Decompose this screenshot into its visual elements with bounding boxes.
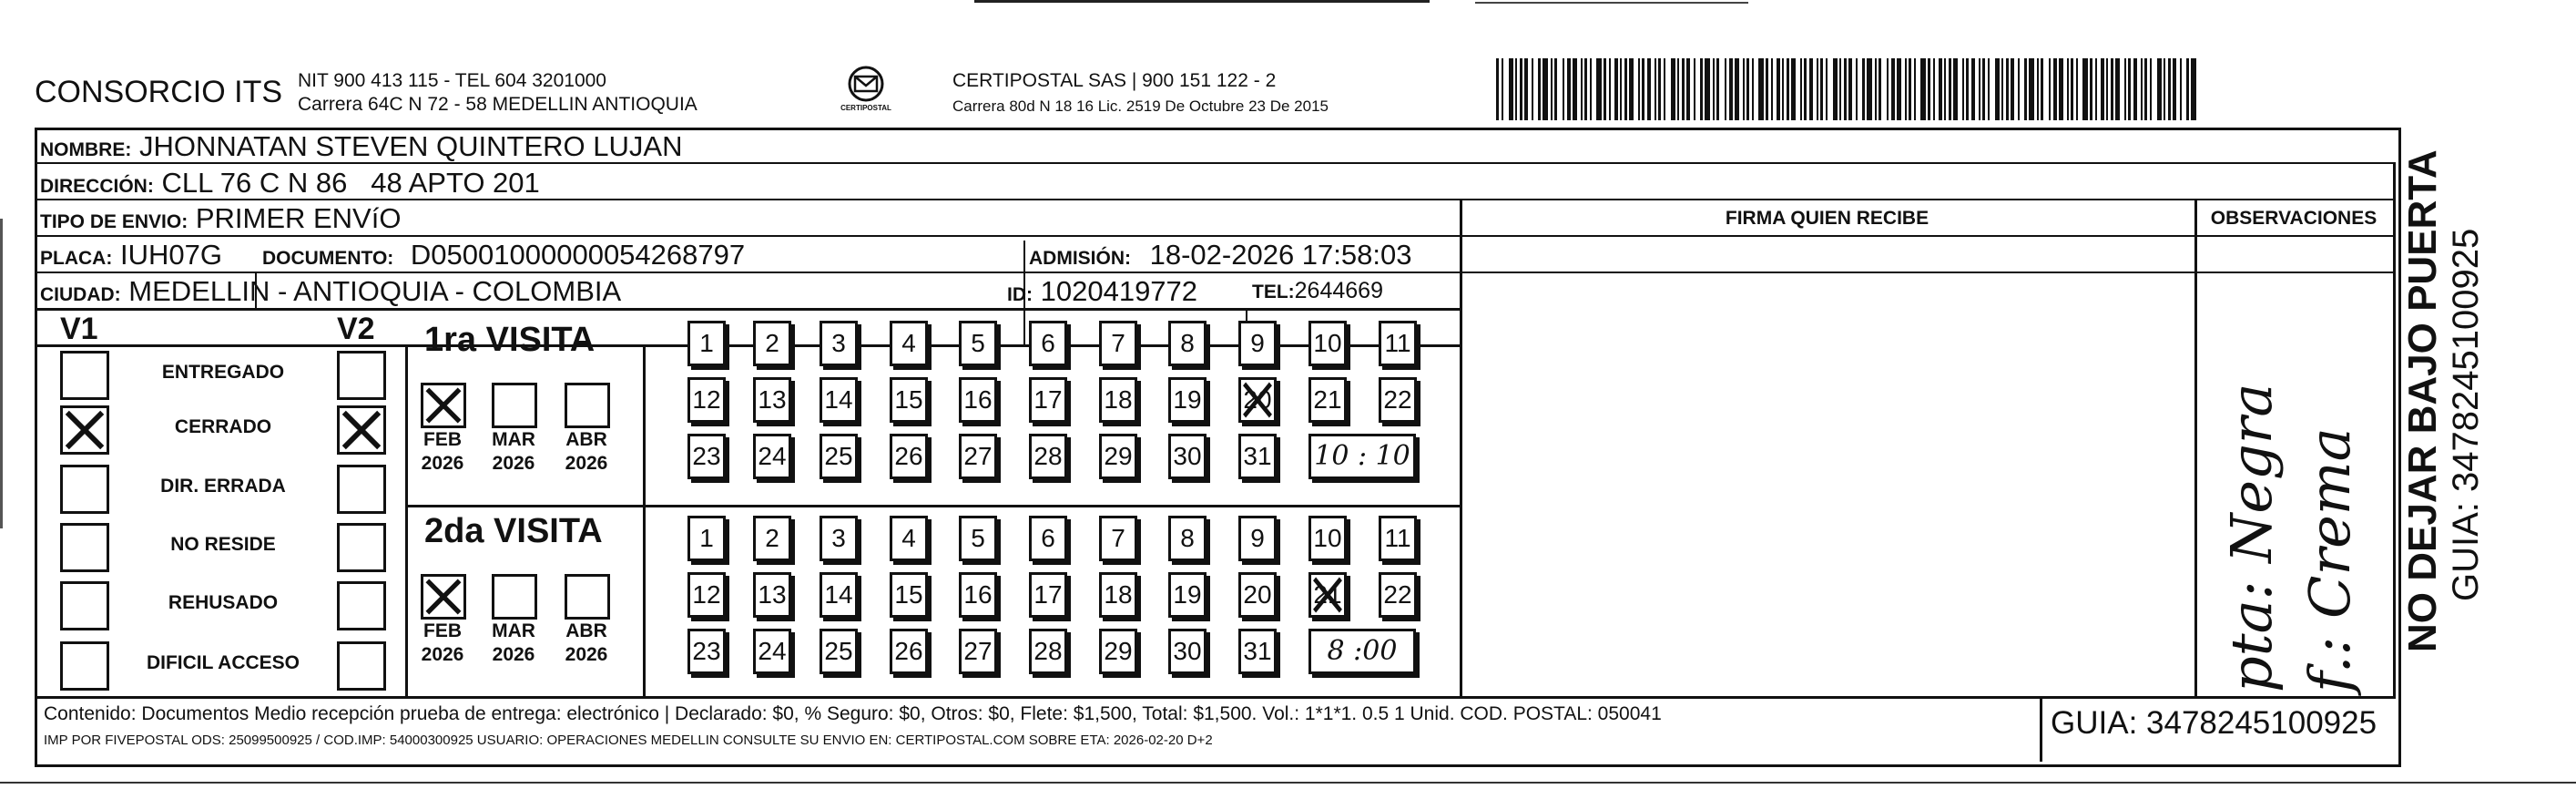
barcode-bar (2111, 58, 2113, 120)
day-box: 17 (1029, 572, 1067, 618)
day-box: 25 (820, 434, 858, 479)
first-visit-title: 1ra VISITA (424, 321, 596, 359)
direccion-label: DIRECCIÓN: (40, 176, 154, 197)
barcode-bar (1800, 58, 1802, 120)
day-box: 9 (1238, 321, 1277, 366)
reason-label: NO RESIDE (170, 534, 276, 555)
barcode-bar (2164, 58, 2165, 120)
v2-checkbox (337, 351, 386, 400)
side-warning: NO DEJAR BAJO PUERTA (2400, 149, 2445, 652)
barcode-bar (1766, 58, 1768, 120)
barcode-bar (1758, 58, 1764, 120)
observaciones-handwriting: pta: Negra f.: Crema (2218, 383, 2363, 692)
barcode-bar (2106, 58, 2108, 120)
barcode-bar (2024, 58, 2027, 120)
barcode-bar (2101, 58, 2104, 120)
nombre-value: JHONNATAN STEVEN QUINTERO LUJAN (138, 130, 683, 162)
barcode-bar (2041, 58, 2043, 120)
day-box: 23 (687, 629, 726, 674)
barcode-bar (1705, 58, 1710, 120)
day-box: 2 (753, 321, 791, 366)
row-divider (405, 505, 1460, 507)
month-year: 2026 (421, 453, 464, 474)
barcode-bar (1966, 58, 1969, 120)
day-box: 14 (820, 377, 858, 423)
barcode-bar (1933, 58, 1935, 120)
barcode-bar (1729, 58, 1733, 120)
day-box: 13 (753, 572, 791, 618)
day-box: 28 (1029, 434, 1067, 479)
day-box: 6 (1029, 516, 1067, 561)
month-label (415, 620, 470, 667)
day-box: 26 (890, 434, 928, 479)
barcode-bar (1826, 58, 1828, 120)
barcode-bar (1867, 58, 1872, 120)
check-x-mark (423, 577, 463, 617)
tel-field (1252, 278, 1383, 304)
v1-checkbox (60, 405, 109, 455)
day-box: 18 (1099, 377, 1137, 423)
admision-field (1029, 239, 1411, 272)
barcode-bar (1771, 58, 1773, 120)
documento-label: DOCUMENTO: (262, 248, 394, 269)
v1-checkbox (60, 351, 109, 400)
barcode-bar (1944, 58, 1946, 120)
barcode-bar (1839, 58, 1841, 120)
barcode-bar (1875, 58, 1877, 120)
barcode-bar (1567, 58, 1571, 120)
barcode-bar (1971, 58, 1975, 120)
day-box: 14 (820, 572, 858, 618)
barcode-bar (1515, 58, 1517, 120)
day-box: 7 (1099, 321, 1137, 366)
barcode-bar (1543, 58, 1548, 120)
barcode-bar (1817, 58, 1818, 120)
barcode-bar (1538, 58, 1541, 120)
barcode-bar (2001, 58, 2003, 120)
day-box: 4 (890, 516, 928, 561)
barcode-bar (2090, 58, 2092, 120)
documento-field (262, 239, 745, 272)
month-checkbox (565, 574, 610, 620)
day-box: 8 (1168, 321, 1207, 366)
barcode-bar (1629, 58, 1634, 120)
day-box: 22 (1379, 377, 1417, 423)
barcode-bar (1939, 58, 1942, 120)
barcode-bar (1509, 58, 1513, 120)
check-x-mark (63, 408, 107, 452)
row-divider (1460, 272, 2396, 273)
direccion-value: CLL 76 C N 86 48 APTO 201 (161, 167, 540, 199)
day-box: 12 (687, 377, 726, 423)
barcode-bar (1782, 58, 1784, 120)
barcode-bar (2018, 58, 2020, 120)
month-name: MAR (492, 620, 535, 641)
month-label (486, 620, 541, 667)
col-divider (2194, 199, 2197, 696)
barcode-bar (1700, 58, 1703, 120)
carrier-name: CERTIPOSTAL SAS | 900 151 122 - 2 (952, 70, 1277, 91)
month-label (559, 428, 614, 476)
barcode-bar (1979, 58, 1980, 120)
barcode-bar (1897, 58, 1901, 120)
barcode-bar (1862, 58, 1865, 120)
scan-edge-left (0, 219, 3, 528)
barcode-bar (1949, 58, 1951, 120)
nombre-field (40, 130, 682, 163)
barcode-bar (1920, 58, 1926, 120)
day-box: 2 (753, 516, 791, 561)
month-checkbox (492, 574, 537, 620)
col-divider (2393, 162, 2396, 696)
barcode-bar (1655, 58, 1656, 120)
reason-label: REHUSADO (168, 592, 279, 613)
barcode-bar (1620, 58, 1622, 120)
month-checkbox (421, 574, 466, 620)
barcode (1496, 58, 2202, 120)
col-divider (405, 344, 408, 696)
v2-checkbox (337, 641, 386, 691)
barcode-bar (2082, 58, 2088, 120)
barcode-bar (1716, 58, 1719, 120)
barcode-bar (2071, 58, 2073, 120)
month-year: 2026 (492, 644, 535, 665)
col-divider (2040, 696, 2042, 762)
month-label (415, 428, 470, 476)
barcode-bar (1584, 58, 1587, 120)
barcode-bar (1844, 58, 1847, 120)
barcode-bar (2191, 58, 2196, 120)
barcode-bar (1713, 58, 1715, 120)
reason-label: CERRADO (174, 416, 272, 437)
barcode-bar (1891, 58, 1895, 120)
day-box: 29 (1099, 434, 1137, 479)
company-name: CONSORCIO ITS (35, 75, 283, 109)
reason-label: DIFICIL ACCESO (146, 652, 300, 673)
barcode-bar (2006, 58, 2009, 120)
v2-label: V2 (337, 312, 375, 346)
check-x-mark (423, 385, 463, 425)
barcode-bar (1928, 58, 1930, 120)
barcode-bar (1982, 58, 1985, 120)
day-box: 31 (1238, 434, 1277, 479)
barcode-bar (1988, 58, 1990, 120)
day-box: 21 (1308, 572, 1347, 618)
day-box: 3 (820, 321, 858, 366)
month-checkbox (492, 383, 537, 428)
barcode-bar (1609, 58, 1611, 120)
day-box: 27 (959, 434, 997, 479)
reason-label: DIR. ERRADA (160, 476, 286, 497)
barcode-bar (1520, 58, 1522, 120)
second-visit-title: 2da VISITA (424, 512, 603, 550)
barcode-bar (1563, 58, 1564, 120)
barcode-bar (1914, 58, 1916, 120)
month-checkbox (421, 383, 466, 428)
barcode-bar (1638, 58, 1640, 120)
barcode-bar (2053, 58, 2057, 120)
day-box: 10 (1308, 516, 1347, 561)
barcode-bar (1624, 58, 1627, 120)
barcode-bar (2059, 58, 2063, 120)
barcode-bar (1677, 58, 1679, 120)
barcode-bar (1614, 58, 1618, 120)
barcode-bar (2168, 58, 2171, 120)
id-field (1007, 275, 1197, 308)
day-box: 11 (1379, 516, 1417, 561)
barcode-bar (1604, 58, 1606, 120)
day-box: 18 (1099, 572, 1137, 618)
v2-checkbox (337, 405, 386, 455)
row-divider (35, 272, 1460, 273)
barcode-bar (1787, 58, 1789, 120)
day-box: 20 (1238, 377, 1277, 423)
month-year: 2026 (492, 453, 535, 474)
day-box: 12 (687, 572, 726, 618)
barcode-bar (1909, 58, 1911, 120)
company-nit: NIT 900 413 115 - TEL 604 3201000 (298, 70, 606, 91)
month-year: 2026 (565, 453, 608, 474)
barcode-bar (1820, 58, 1823, 120)
day-box: 25 (820, 629, 858, 674)
barcode-bar (1879, 58, 1881, 120)
barcode-bar (1658, 58, 1661, 120)
placa-field (40, 239, 222, 272)
day-box: 24 (753, 629, 791, 674)
firma-label: FIRMA QUIEN RECIBE (1725, 208, 1929, 229)
month-name: MAR (492, 429, 535, 450)
barcode-bar (1671, 58, 1675, 120)
barcode-bar (1804, 58, 1807, 120)
day-box: 5 (959, 516, 997, 561)
day-box: 28 (1029, 629, 1067, 674)
day-box: 29 (1099, 629, 1137, 674)
barcode-bar (1809, 58, 1813, 120)
barcode-bar (1746, 58, 1749, 120)
visit-time-box: 10 : 10 (1308, 434, 1416, 479)
v1-checkbox (60, 465, 109, 514)
barcode-bar (1833, 58, 1838, 120)
scan-edge-top-right (1475, 2, 1748, 4)
day-box: 13 (753, 377, 791, 423)
footer-guia: GUIA: 3478245100925 (2051, 705, 2377, 741)
documento-value: D05001000000054268797 (410, 239, 746, 271)
footer-content: Contenido: Documentos Medio recepción prueba de entrega: electrónico | Declarado: $0, % Seguro: $0, Otros: $0, Flete: $1,500, Total: $1,500. Vol.: 1*1*1. 0.5 1 Unid. COD. POSTAL: 050041 (44, 703, 1662, 724)
barcode-bar (2124, 58, 2126, 120)
id-label: ID: (1007, 284, 1033, 305)
day-box: 26 (890, 629, 928, 674)
barcode-bar (2076, 58, 2078, 120)
reason-label: ENTREGADO (161, 362, 285, 383)
barcode-bar (1524, 58, 1528, 120)
day-box: 6 (1029, 321, 1067, 366)
tipo-envio-value: PRIMER ENVíO (195, 202, 402, 234)
day-box: 24 (753, 434, 791, 479)
day-box: 16 (959, 572, 997, 618)
v1-checkbox (60, 581, 109, 630)
v2-checkbox (337, 581, 386, 630)
barcode-bar (1887, 58, 1889, 120)
month-year: 2026 (565, 644, 608, 665)
direccion-field (40, 167, 540, 200)
v1-label: V1 (60, 312, 98, 346)
month-name: ABR (565, 429, 607, 450)
row-divider (35, 235, 2396, 237)
carrier-address: Carrera 80d N 18 16 Lic. 2519 De Octubre 23 De 2015 (952, 97, 1329, 115)
barcode-bar (2037, 58, 2039, 120)
tipo-envio-field (40, 202, 401, 235)
day-box: 4 (890, 321, 928, 366)
col-divider (1460, 199, 1462, 696)
v1-checkbox (60, 523, 109, 572)
barcode-bar (1554, 58, 1557, 120)
certipostal-logo (838, 64, 894, 117)
barcode-bar (2049, 58, 2051, 120)
barcode-bar (1642, 58, 1644, 120)
barcode-bar (1752, 58, 1754, 120)
v2-checkbox (337, 465, 386, 514)
day-box: 8 (1168, 516, 1207, 561)
day-box: 30 (1168, 434, 1207, 479)
barcode-bar (2095, 58, 2097, 120)
day-box: 20 (1238, 572, 1277, 618)
check-x-mark (1241, 380, 1274, 420)
barcode-bar (1725, 58, 1726, 120)
barcode-bar (1694, 58, 1695, 120)
ciudad-value: MEDELLIN - ANTIOQUIA - COLOMBIA (128, 275, 622, 307)
barcode-bar (1856, 58, 1858, 120)
day-box: 15 (890, 377, 928, 423)
month-label (559, 620, 614, 667)
ciudad-label: CIUDAD: (40, 284, 121, 305)
barcode-bar (1496, 58, 1499, 120)
col-divider (643, 344, 646, 696)
logo-caption: CERTIPOSTAL (840, 104, 891, 112)
barcode-bar (2141, 58, 2143, 120)
month-name: FEB (423, 429, 462, 450)
day-box: 30 (1168, 629, 1207, 674)
barcode-bar (1596, 58, 1602, 120)
month-name: ABR (565, 620, 607, 641)
day-box: 10 (1308, 321, 1347, 366)
barcode-bar (1791, 58, 1796, 120)
month-checkbox (565, 383, 610, 428)
v1-checkbox (60, 641, 109, 691)
v2-checkbox (337, 523, 386, 572)
barcode-bar (1532, 58, 1533, 120)
day-box: 11 (1379, 321, 1417, 366)
barcode-bar (1573, 58, 1577, 120)
barcode-bar (2186, 58, 2189, 120)
day-box: 27 (959, 629, 997, 674)
day-box: 15 (890, 572, 928, 618)
company-address: Carrera 64C N 72 - 58 MEDELLIN ANTIOQUIA (298, 94, 697, 115)
day-box: 31 (1238, 629, 1277, 674)
day-box: 16 (959, 377, 997, 423)
day-box: 23 (687, 434, 726, 479)
id-value: 1020419772 (1040, 275, 1198, 307)
barcode-bar (2180, 58, 2182, 120)
tipo-envio-label: TIPO DE ENVIO: (40, 211, 188, 232)
barcode-bar (2029, 58, 2034, 120)
tel-value: 2644669 (1294, 278, 1383, 303)
day-box: 17 (1029, 377, 1067, 423)
barcode-bar (1502, 58, 1503, 120)
barcode-bar (1962, 58, 1964, 120)
scan-edge-top (974, 0, 1430, 3)
month-name: FEB (423, 620, 462, 641)
tel-label: TEL: (1252, 282, 1295, 302)
barcode-bar (1743, 58, 1745, 120)
ciudad-field (40, 275, 621, 308)
admision-value: 18-02-2026 17:58:03 (1149, 239, 1412, 271)
barcode-bar (2128, 58, 2131, 120)
barcode-bar (2067, 58, 2069, 120)
placa-label: PLACA: (40, 248, 113, 269)
check-x-mark (340, 408, 383, 452)
barcode-bar (1551, 58, 1553, 120)
barcode-bar (2115, 58, 2120, 120)
day-box: 19 (1168, 572, 1207, 618)
barcode-bar (2011, 58, 2014, 120)
day-box: 3 (820, 516, 858, 561)
barcode-bar (2144, 58, 2147, 120)
barcode-bar (1686, 58, 1690, 120)
footer-imp: IMP POR FIVEPOSTAL ODS: 25099500925 / COD.IMP: 54000300925 USUARIO: OPERACIONES MEDELLIN CONSULTE SU ENVIO EN: CERTIPOSTAL.COM SOBRE ETA: 2026-02-20 D+2 (44, 733, 1213, 748)
day-box: 1 (687, 516, 726, 561)
barcode-bar (1647, 58, 1651, 120)
barcode-bar (2173, 58, 2176, 120)
barcode-bar (1581, 58, 1583, 120)
admision-label: ADMISIÓN: (1029, 248, 1131, 269)
day-box: 9 (1238, 516, 1277, 561)
day-box: 7 (1099, 516, 1137, 561)
barcode-bar (1590, 58, 1592, 120)
scan-edge-bottom (0, 782, 2576, 784)
barcode-bar (1777, 58, 1780, 120)
barcode-bar (1905, 58, 1907, 120)
barcode-bar (2133, 58, 2137, 120)
check-x-mark (1311, 575, 1344, 615)
side-guia: GUIA: 3478245100925 (2446, 228, 2486, 601)
day-box: 1 (687, 321, 726, 366)
barcode-bar (2157, 58, 2162, 120)
barcode-bar (1953, 58, 1958, 120)
placa-value: IUH07G (119, 239, 222, 271)
day-box: 19 (1168, 377, 1207, 423)
month-label (486, 428, 541, 476)
barcode-bar (1682, 58, 1685, 120)
barcode-bar (1735, 58, 1739, 120)
barcode-bar (1664, 58, 1665, 120)
barcode-bar (2150, 58, 2152, 120)
nombre-label: NOMBRE: (40, 139, 132, 160)
day-box: 5 (959, 321, 997, 366)
barcode-bar (1848, 58, 1852, 120)
day-box: 21 (1308, 377, 1347, 423)
observaciones-label: OBSERVACIONES (2210, 208, 2377, 229)
barcode-bar (1995, 58, 2000, 120)
visit-time-box: 8 :00 (1308, 629, 1416, 674)
day-box: 22 (1379, 572, 1417, 618)
month-year: 2026 (421, 644, 464, 665)
